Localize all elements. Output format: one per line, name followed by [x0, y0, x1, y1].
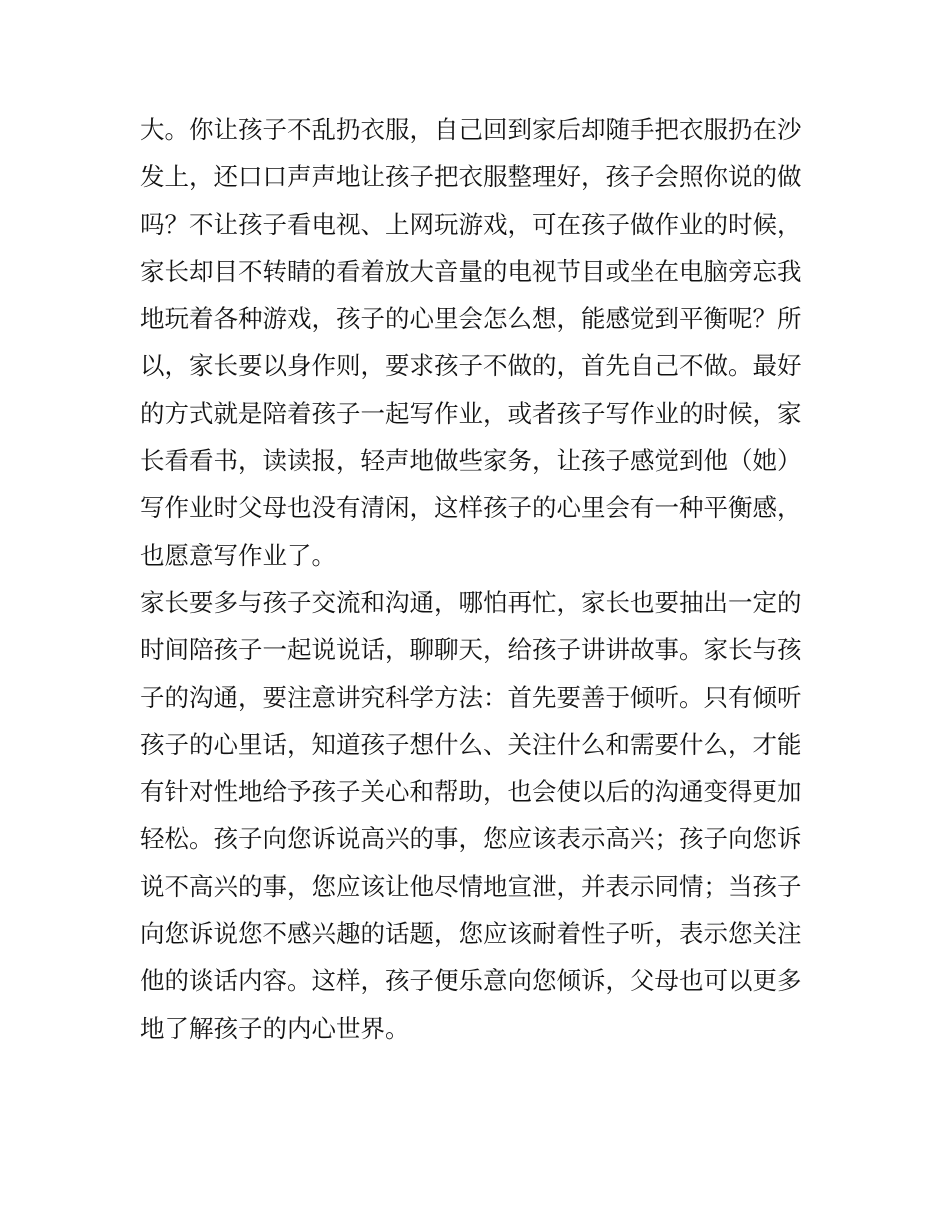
text-line: 轻松。孩子向您诉说高兴的事，您应该表示高兴；孩子向您诉: [140, 824, 802, 854]
text-line: 也愿意写作业了。: [140, 540, 336, 570]
text-line: 长看看书，读读报，轻声地做些家务，让孩子感觉到他（她）: [140, 446, 802, 476]
text-line: 写作业时父母也没有清闲，这样孩子的心里会有一种平衡感，: [140, 493, 802, 523]
text-line: 向您诉说您不感兴趣的话题，您应该耐着性子听，表示您关注: [140, 919, 802, 949]
text-line: 子的沟通，要注意讲究科学方法：首先要善于倾听。只有倾听: [140, 682, 802, 712]
text-line: 时间陪孩子一起说说话，聊聊天，给孩子讲讲故事。家长与孩: [140, 635, 802, 665]
text-line: 孩子的心里话，知道孩子想什么、关注什么和需要什么，才能: [140, 729, 802, 759]
text-line: 说不高兴的事，您应该让他尽情地宣泄，并表示同情；当孩子: [140, 871, 802, 901]
paragraph-parental-example: [140, 106, 820, 579]
text-line: 吗？不让孩子看电视、上网玩游戏，可在孩子做作业的时候，: [140, 209, 802, 239]
text-line: 大。你让孩子不乱扔衣服，自己回到家后却随手把衣服扔在沙: [140, 115, 802, 144]
text-line: 他的谈话内容。这样，孩子便乐意向您倾诉，父母也可以更多: [140, 966, 802, 996]
paragraph-communication: [140, 579, 820, 1052]
text-line: 发上，还口口声声地让孩子把衣服整理好，孩子会照你说的做: [140, 162, 802, 192]
text-line: 的方式就是陪着孩子一起写作业，或者孩子写作业的时候，家: [140, 398, 802, 428]
text-line: 家长要多与孩子交流和沟通，哪怕再忙，家长也要抽出一定的: [140, 587, 802, 617]
text-line: 有针对性地给予孩子关心和帮助，也会使以后的沟通变得更加: [140, 777, 802, 807]
body-text: [140, 106, 820, 1052]
text-line: 以，家长要以身作则，要求孩子不做的，首先自己不做。最好: [140, 351, 802, 381]
text-line: 家长却目不转睛的看着放大音量的电视节目或坐在电脑旁忘我: [140, 256, 802, 286]
text-line: 地了解孩子的内心世界。: [140, 1013, 410, 1043]
text-line: 地玩着各种游戏，孩子的心里会怎么想，能感觉到平衡呢？所: [140, 304, 802, 334]
